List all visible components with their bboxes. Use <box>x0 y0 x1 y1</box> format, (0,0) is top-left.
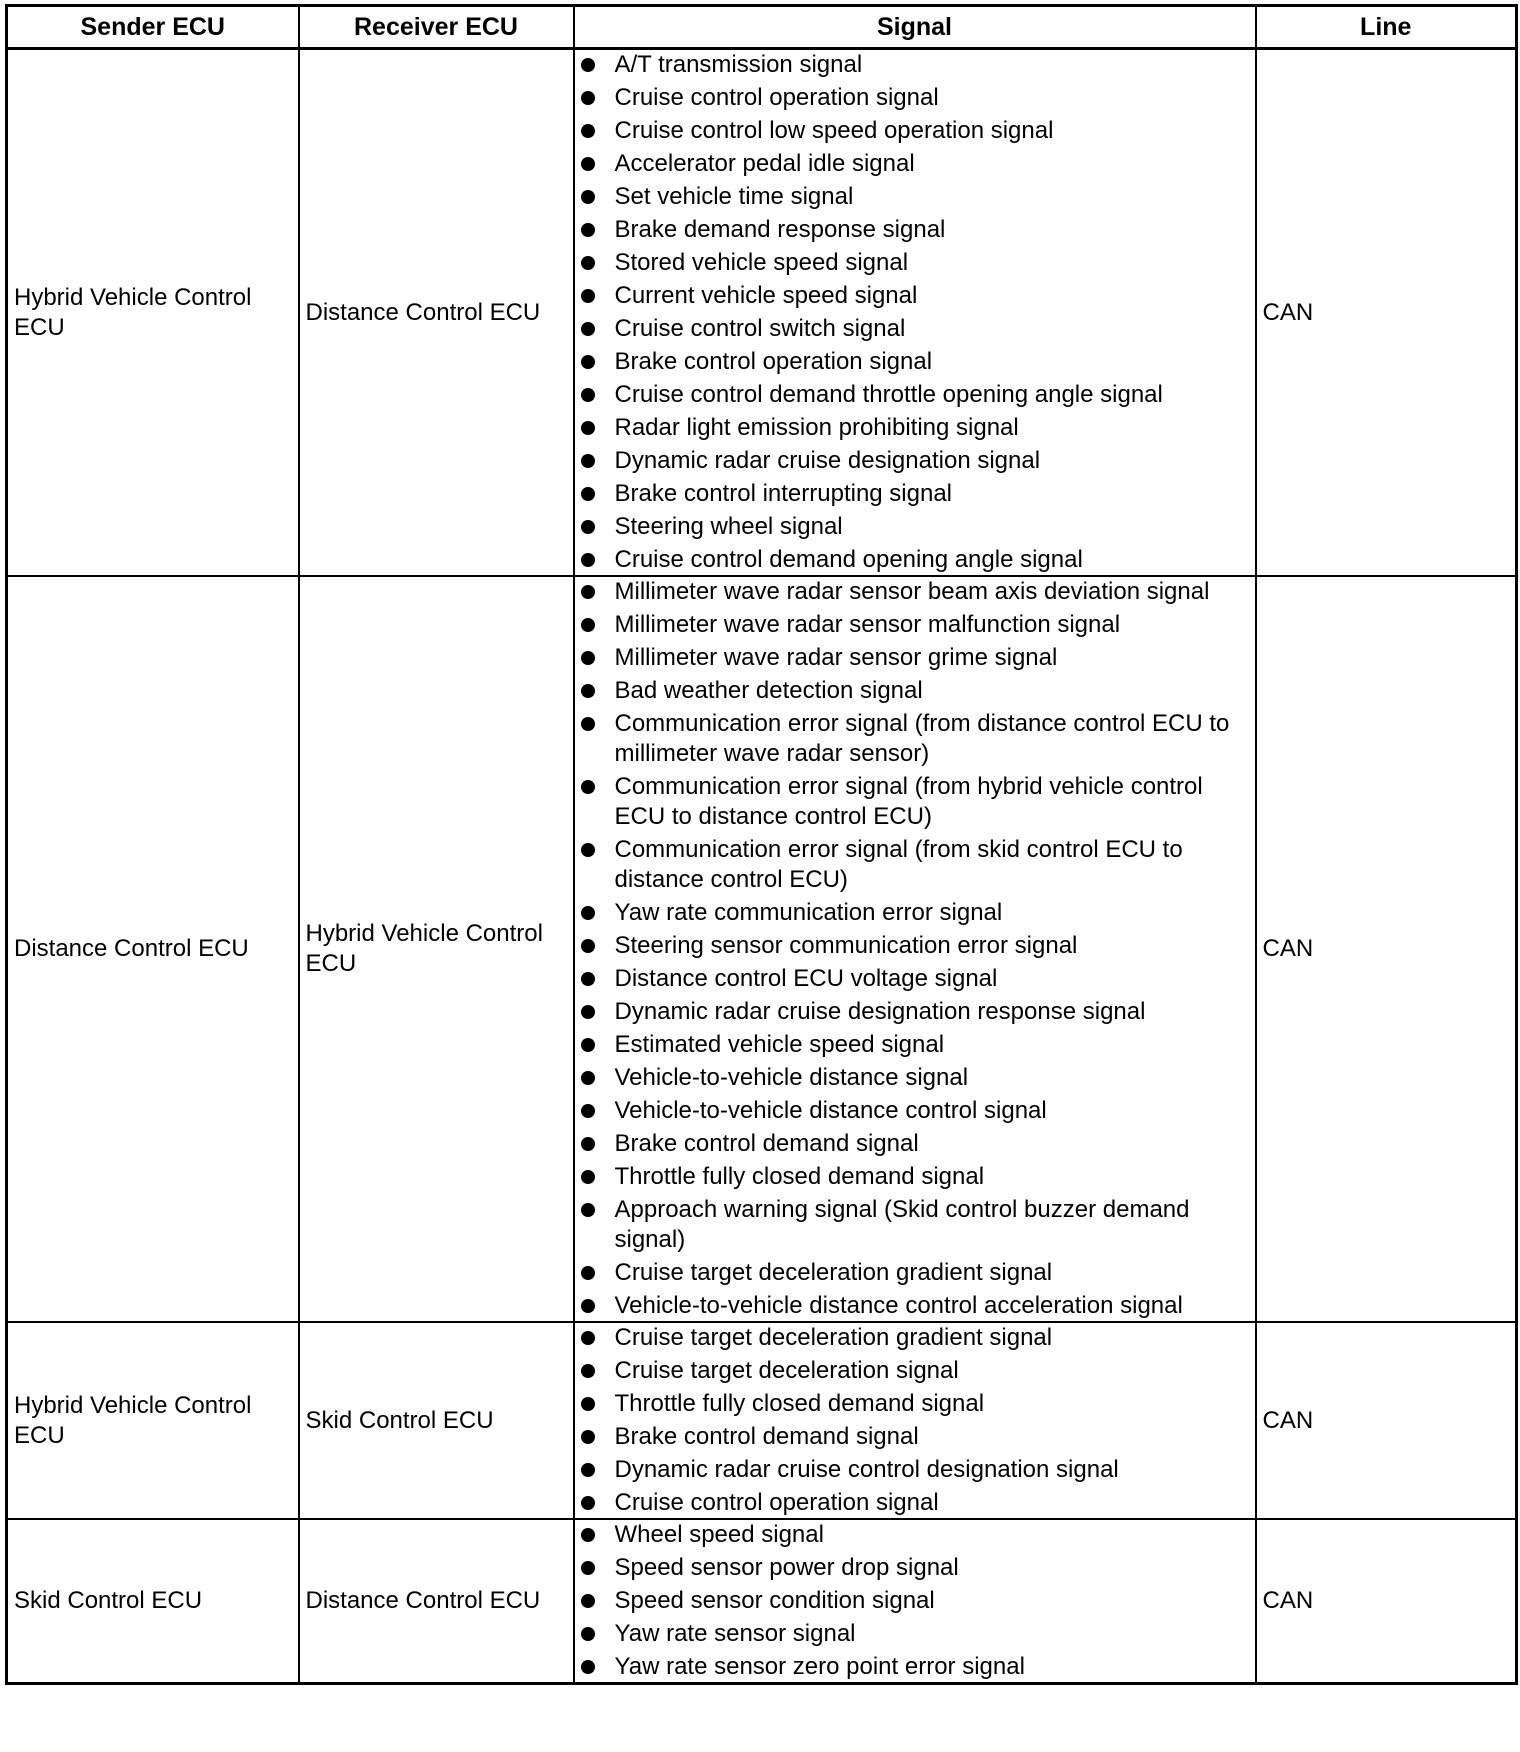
signal-list <box>581 577 1249 1321</box>
signal-item <box>581 1356 1249 1386</box>
signal-text: Radar light emission prohibiting signal <box>614 414 1019 441</box>
signal-item <box>581 1422 1249 1452</box>
signal-item <box>581 1030 1249 1060</box>
signal-text: Distance control ECU voltage signal <box>614 965 998 992</box>
signal-text: Cruise control low speed operation signal <box>614 117 1054 144</box>
table-row <box>7 1519 1517 1684</box>
signal-text: Steering wheel signal <box>614 513 843 540</box>
ecu-signal-table <box>5 4 1518 1685</box>
bullet-icon <box>581 190 595 204</box>
signal-text: Millimeter wave radar sensor grime signal <box>614 644 1058 671</box>
signal-text: Speed sensor power drop signal <box>614 1554 959 1581</box>
signal-item <box>581 610 1249 640</box>
signal-item <box>581 149 1249 179</box>
bullet-icon <box>581 684 595 698</box>
bullet-icon <box>581 58 595 72</box>
signal-text: Vehicle-to-vehicle distance control acceleration signal <box>614 1292 1183 1319</box>
bullet-icon <box>581 1071 595 1085</box>
signal-text: Steering sensor communication error signal <box>614 932 1078 959</box>
bullet-icon <box>581 906 595 920</box>
signal-item <box>581 676 1249 706</box>
signal-text: Yaw rate communication error signal <box>614 899 1003 926</box>
table-row <box>7 576 1517 1322</box>
bullet-icon <box>581 553 595 567</box>
bullet-icon <box>581 1364 595 1378</box>
signal-list <box>581 50 1249 575</box>
signal-item <box>581 772 1249 832</box>
signal-text: Cruise control operation signal <box>614 1489 939 1516</box>
bullet-icon <box>581 1463 595 1477</box>
signal-text: Millimeter wave radar sensor malfunction signal <box>614 611 1121 638</box>
signal-text: Accelerator pedal idle signal <box>614 150 915 177</box>
signal-text: Cruise control demand throttle opening angle signal <box>614 381 1163 408</box>
signal-item <box>581 1389 1249 1419</box>
signal-text: Brake control demand signal <box>614 1423 919 1450</box>
bullet-icon <box>581 972 595 986</box>
bullet-icon <box>581 124 595 138</box>
signal-text: Bad weather detection signal <box>614 677 923 704</box>
signal-text: Speed sensor condition signal <box>614 1587 935 1614</box>
signal-item <box>581 1553 1249 1583</box>
header-receiver-ecu: Receiver ECU <box>299 6 574 49</box>
bullet-icon <box>581 1266 595 1280</box>
signal-item <box>581 347 1249 377</box>
signal-item <box>581 898 1249 928</box>
bullet-icon <box>581 1660 595 1674</box>
signal-text: A/T transmission signal <box>614 51 863 78</box>
bullet-icon <box>581 1627 595 1641</box>
signal-text: Cruise control switch signal <box>614 315 906 342</box>
signal-text: Throttle fully closed demand signal <box>614 1163 985 1190</box>
signal-item <box>581 1619 1249 1649</box>
bullet-icon <box>581 223 595 237</box>
signal-text: Millimeter wave radar sensor beam axis deviation signal <box>614 578 1210 605</box>
bullet-icon <box>581 388 595 402</box>
signal-cell <box>574 49 1256 577</box>
signal-text: Brake control demand signal <box>614 1130 919 1157</box>
signal-item <box>581 1258 1249 1288</box>
header-signal: Signal <box>574 6 1256 49</box>
header-sender-ecu: Sender ECU <box>7 6 299 49</box>
receiver-ecu-cell: Skid Control ECU <box>299 1322 574 1519</box>
signal-text: Dynamic radar cruise control designation signal <box>614 1456 1119 1483</box>
bullet-icon <box>581 421 595 435</box>
bullet-icon <box>581 1397 595 1411</box>
bullet-icon <box>581 487 595 501</box>
bullet-icon <box>581 717 595 731</box>
signal-item <box>581 1652 1249 1682</box>
bullet-icon <box>581 1038 595 1052</box>
signal-text: Cruise target deceleration signal <box>614 1357 959 1384</box>
bullet-icon <box>581 618 595 632</box>
signal-item <box>581 577 1249 607</box>
signal-text: Communication error signal (from skid control ECU to distance control ECU) <box>614 836 1183 893</box>
signal-item <box>581 446 1249 476</box>
signal-text: Cruise target deceleration gradient signal <box>614 1259 1053 1286</box>
table-row <box>7 1322 1517 1519</box>
signal-text: Wheel speed signal <box>614 1521 824 1548</box>
bullet-icon <box>581 1528 595 1542</box>
bullet-icon <box>581 843 595 857</box>
receiver-ecu-cell: Distance Control ECU <box>299 1519 574 1684</box>
signal-text: Communication error signal (from distance control ECU to millimeter wave radar sensor) <box>614 710 1230 767</box>
sender-ecu-cell: Hybrid Vehicle Control ECU <box>7 49 299 577</box>
signal-text: Brake demand response signal <box>614 216 946 243</box>
signal-text: Cruise control demand opening angle signal <box>614 546 1083 573</box>
signal-item <box>581 997 1249 1027</box>
signal-item <box>581 1195 1249 1255</box>
signal-text: Stored vehicle speed signal <box>614 249 909 276</box>
bullet-icon <box>581 454 595 468</box>
signal-text: Approach warning signal (Skid control buzzer demand signal) <box>614 1196 1190 1253</box>
header-row <box>7 6 1517 49</box>
bullet-icon <box>581 1331 595 1345</box>
signal-text: Brake control interrupting signal <box>614 480 953 507</box>
signal-item <box>581 1488 1249 1518</box>
signal-item <box>581 1063 1249 1093</box>
signal-item <box>581 1162 1249 1192</box>
signal-text: Dynamic radar cruise designation signal <box>614 447 1041 474</box>
bullet-icon <box>581 939 595 953</box>
signal-item <box>581 643 1249 673</box>
signal-cell <box>574 1322 1256 1519</box>
bullet-icon <box>581 1299 595 1313</box>
signal-item <box>581 182 1249 212</box>
header-line: Line <box>1256 6 1517 49</box>
signal-list <box>581 1323 1249 1518</box>
receiver-ecu-cell: Hybrid Vehicle Control ECU <box>299 576 574 1322</box>
signal-item <box>581 512 1249 542</box>
line-cell: CAN <box>1256 1322 1517 1519</box>
bullet-icon <box>581 1430 595 1444</box>
signal-text: Vehicle-to-vehicle distance control signal <box>614 1097 1047 1124</box>
signal-item <box>581 1096 1249 1126</box>
signal-item <box>581 248 1249 278</box>
signal-text: Cruise target deceleration gradient signal <box>614 1324 1053 1351</box>
signal-list <box>581 1520 1249 1682</box>
signal-text: Vehicle-to-vehicle distance signal <box>614 1064 969 1091</box>
bullet-icon <box>581 651 595 665</box>
bullet-icon <box>581 1137 595 1151</box>
signal-item <box>581 964 1249 994</box>
signal-text: Current vehicle speed signal <box>614 282 918 309</box>
signal-item <box>581 931 1249 961</box>
bullet-icon <box>581 1561 595 1575</box>
bullet-icon <box>581 91 595 105</box>
signal-text: Brake control operation signal <box>614 348 933 375</box>
signal-item <box>581 314 1249 344</box>
bullet-icon <box>581 1104 595 1118</box>
signal-item <box>581 479 1249 509</box>
signal-item <box>581 116 1249 146</box>
bullet-icon <box>581 289 595 303</box>
signal-item <box>581 1291 1249 1321</box>
signal-text: Yaw rate sensor signal <box>614 1620 856 1647</box>
sender-ecu-cell: Skid Control ECU <box>7 1519 299 1684</box>
bullet-icon <box>581 520 595 534</box>
document-page <box>5 4 1515 1685</box>
bullet-icon <box>581 1594 595 1608</box>
signal-text: Dynamic radar cruise designation response signal <box>614 998 1146 1025</box>
signal-item <box>581 1586 1249 1616</box>
signal-text: Throttle fully closed demand signal <box>614 1390 985 1417</box>
signal-item <box>581 380 1249 410</box>
receiver-ecu-cell: Distance Control ECU <box>299 49 574 577</box>
bullet-icon <box>581 1005 595 1019</box>
signal-item <box>581 835 1249 895</box>
sender-ecu-cell: Distance Control ECU <box>7 576 299 1322</box>
signal-item <box>581 50 1249 80</box>
signal-item <box>581 83 1249 113</box>
line-cell: CAN <box>1256 576 1517 1322</box>
bullet-icon <box>581 1203 595 1217</box>
line-cell: CAN <box>1256 1519 1517 1684</box>
signal-item <box>581 215 1249 245</box>
sender-ecu-cell: Hybrid Vehicle Control ECU <box>7 1322 299 1519</box>
signal-text: Set vehicle time signal <box>614 183 854 210</box>
signal-item <box>581 709 1249 769</box>
bullet-icon <box>581 256 595 270</box>
signal-item <box>581 1323 1249 1353</box>
table-body <box>7 49 1517 1684</box>
signal-text: Yaw rate sensor zero point error signal <box>614 1653 1025 1680</box>
signal-cell <box>574 1519 1256 1684</box>
signal-item <box>581 1455 1249 1485</box>
bullet-icon <box>581 1496 595 1510</box>
signal-text: Communication error signal (from hybrid vehicle control ECU to distance control ECU) <box>614 773 1203 830</box>
bullet-icon <box>581 1170 595 1184</box>
bullet-icon <box>581 585 595 599</box>
line-cell: CAN <box>1256 49 1517 577</box>
signal-text: Estimated vehicle speed signal <box>614 1031 945 1058</box>
bullet-icon <box>581 780 595 794</box>
bullet-icon <box>581 322 595 336</box>
signal-item <box>581 413 1249 443</box>
bullet-icon <box>581 157 595 171</box>
signal-cell <box>574 576 1256 1322</box>
signal-item <box>581 281 1249 311</box>
signal-text: Cruise control operation signal <box>614 84 939 111</box>
table-row <box>7 49 1517 577</box>
bullet-icon <box>581 355 595 369</box>
signal-item <box>581 545 1249 575</box>
signal-item <box>581 1520 1249 1550</box>
signal-item <box>581 1129 1249 1159</box>
